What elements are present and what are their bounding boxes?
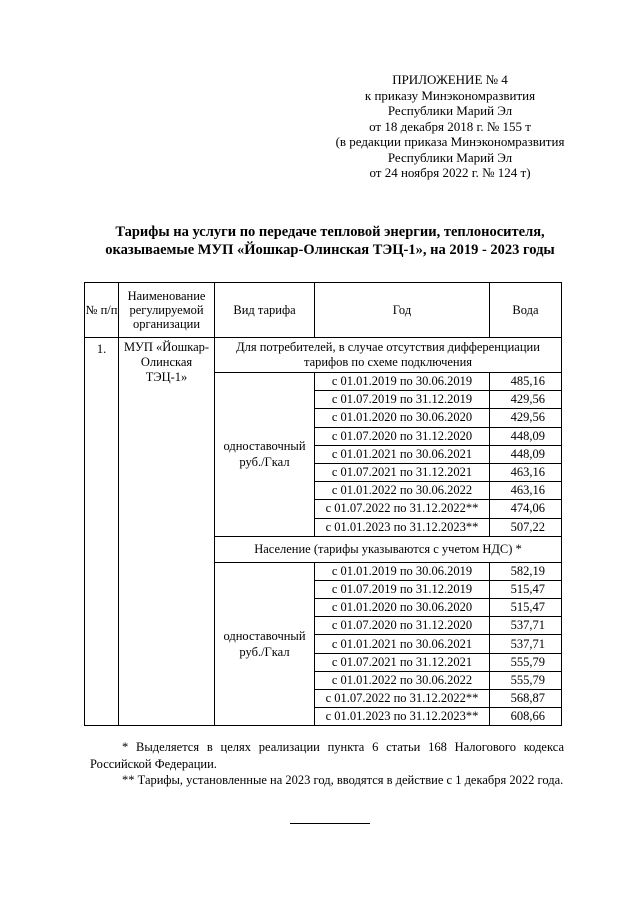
period-cell: с 01.01.2021 по 30.06.2021 (315, 445, 490, 463)
header-org: Наименование регулируемой организации (119, 283, 215, 338)
value-cell: 463,16 (490, 482, 562, 500)
period-cell: с 01.01.2023 по 31.12.2023** (315, 518, 490, 536)
period-cell: с 01.07.2019 по 31.12.2019 (315, 580, 490, 598)
appendix-line: ПРИЛОЖЕНИЕ № 4 (392, 72, 508, 87)
value-cell: 537,71 (490, 635, 562, 653)
value-cell: 485,16 (490, 373, 562, 391)
title-line: оказываемые МУП «Йошкар-Олинская ТЭЦ-1», на 2019 - 2023 годы (105, 242, 555, 258)
tariff-type-label: одноставочный (223, 629, 306, 644)
group-title-row (85, 338, 562, 373)
value-cell: 608,66 (490, 708, 562, 726)
organization-name: МУП «Йошкар-Олинская ТЭЦ-1» (119, 338, 215, 726)
period-cell: с 01.01.2022 по 30.06.2022 (315, 482, 490, 500)
tariffs-table (84, 282, 562, 726)
row-number: 1. (85, 338, 119, 726)
group-title: Для потребителей, в случае отсутствия дифференциации тарифов по схеме подключения (215, 338, 562, 373)
period-cell: с 01.01.2023 по 31.12.2023** (315, 708, 490, 726)
document-title (70, 223, 590, 259)
tariff-type-label: одноставочный (223, 439, 306, 454)
header-num: № п/п (85, 283, 119, 338)
value-cell: 429,56 (490, 391, 562, 409)
value-cell: 555,79 (490, 653, 562, 671)
header-water: Вода (490, 283, 562, 338)
value-cell: 515,47 (490, 599, 562, 617)
group-title: Население (тарифы указываются с учетом НДС) * (215, 536, 562, 562)
value-cell: 448,09 (490, 427, 562, 445)
value-cell: 463,16 (490, 463, 562, 481)
value-cell: 448,09 (490, 445, 562, 463)
title-line: Тарифы на услуги по передаче тепловой энергии, теплоносителя, (115, 224, 545, 240)
appendix-line: Республики Марий Эл (387, 149, 513, 165)
table-header-row (85, 283, 562, 338)
appendix-line: от 18 декабря 2018 г. № 155 т (369, 118, 531, 134)
footnote-1: * Выделяется в целях реализации пункта 6 статьи 168 Налогового кодекса Российской Федерации. (90, 740, 564, 771)
tariff-unit: руб./Гкал (239, 455, 290, 470)
period-cell: с 01.07.2022 по 31.12.2022** (315, 500, 490, 518)
period-cell: с 01.01.2019 по 30.06.2019 (315, 373, 490, 391)
period-cell: с 01.07.2022 по 31.12.2022** (315, 690, 490, 708)
appendix-header (300, 72, 600, 181)
period-cell: с 01.01.2020 по 30.06.2020 (315, 409, 490, 427)
period-cell: с 01.01.2022 по 30.06.2022 (315, 671, 490, 689)
value-cell: 537,71 (490, 617, 562, 635)
appendix-line: к приказу Минэкономразвития (364, 87, 536, 103)
period-cell: с 01.01.2021 по 30.06.2021 (315, 635, 490, 653)
value-cell: 429,56 (490, 409, 562, 427)
footnotes (90, 739, 564, 789)
period-cell: с 01.01.2019 по 30.06.2019 (315, 562, 490, 580)
value-cell: 515,47 (490, 580, 562, 598)
appendix-line: от 24 ноября 2022 г. № 124 т) (369, 165, 531, 180)
period-cell: с 01.07.2019 по 31.12.2019 (315, 391, 490, 409)
value-cell: 507,22 (490, 518, 562, 536)
tariff-type (215, 562, 315, 726)
appendix-line: (в редакции приказа Минэкономразвития (335, 134, 565, 149)
tariffs-table-body (85, 283, 562, 726)
period-cell: с 01.07.2021 по 31.12.2021 (315, 463, 490, 481)
value-cell: 474,06 (490, 500, 562, 518)
separator-line (290, 823, 370, 824)
value-cell: 555,79 (490, 671, 562, 689)
tariff-type (215, 373, 315, 537)
period-cell: с 01.07.2020 по 31.12.2020 (315, 427, 490, 445)
footnote-2: ** Тарифы, установленные на 2023 год, вводятся в действие с 1 декабря 2022 года. (122, 773, 564, 787)
appendix-line: Республики Марий Эл (387, 103, 513, 118)
value-cell: 568,87 (490, 690, 562, 708)
period-cell: с 01.07.2020 по 31.12.2020 (315, 617, 490, 635)
header-type: Вид тарифа (215, 283, 315, 338)
period-cell: с 01.07.2021 по 31.12.2021 (315, 653, 490, 671)
value-cell: 582,19 (490, 562, 562, 580)
tariff-unit: руб./Гкал (239, 645, 290, 660)
header-year: Год (315, 283, 490, 338)
period-cell: с 01.01.2020 по 30.06.2020 (315, 599, 490, 617)
